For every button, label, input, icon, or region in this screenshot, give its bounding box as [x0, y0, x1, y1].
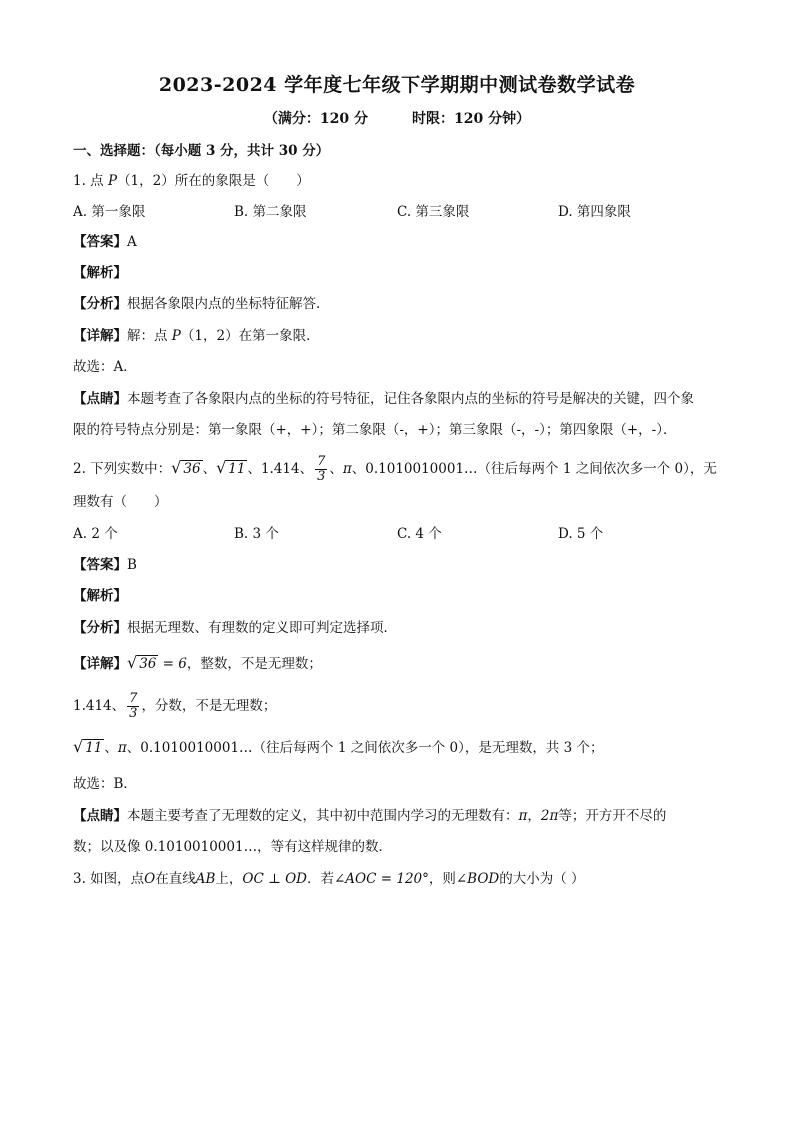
q2-xiangjie-1: 【详解】√ 36 = 6，整数，不是无理数；: [73, 653, 322, 672]
fraction-7-3: $\frac{7}{3}$: [317, 454, 326, 484]
q2-xiangjie-3: √ 11 、π、0.1010010001…（往后每两个 1 之间依次多一个 0），是无理数，共 3 个；: [73, 737, 604, 756]
sqrt-36: √ 36: [171, 458, 201, 477]
sqrt-11: √ 11: [216, 458, 246, 477]
q2-guxuan: 故选：B．: [73, 776, 137, 792]
full-score: （满分：120 分: [263, 111, 368, 127]
q2-dianjing-1: 【点睛】本题主要考查了无理数的定义，其中初中范围内学习的无理数有：π，2π等；开方开不尽的: [73, 808, 667, 824]
q1-dianjing-1: 【点睛】本题考查了各象限内点的坐标的符号特征，记住各象限内点的坐标的符号是解决的关键，四个象: [73, 391, 694, 407]
q1-option-b: B. 第二象限: [234, 204, 307, 220]
exam-title: 2023-2024 学年度七年级下学期期中测试卷数学试卷: [158, 74, 636, 96]
sqrt-11-b: √ 11: [73, 737, 103, 756]
q2-dianjing-2: 数；以及像 0.1010010001…，等有这样规律的数．: [73, 839, 393, 855]
time-limit: 时限：120 分钟）: [412, 111, 531, 127]
q1-xiangjie: 【详解】解：点 P（1，2）在第一象限．: [73, 328, 320, 344]
section-heading: 一、选择题：（每小题 3 分，共计 30 分）: [73, 143, 330, 159]
q2-stem-2: 理数有（ ）: [73, 494, 168, 510]
q2-option-a: A. 2 个: [73, 526, 118, 542]
q1-option-d: D. 第四象限: [558, 204, 631, 220]
q2-option-c: C. 4 个: [397, 526, 442, 542]
q1-stem: 1. 点 P（1，2）所在的象限是（ ）: [73, 173, 310, 189]
q1-answer: 【答案】A: [73, 234, 137, 250]
q2-option-b: B. 3 个: [234, 526, 279, 542]
q2-stem: 2. 下列实数中：√ 36 、√ 11 、1.414、 $\frac{7}{3}$ 、π、0.1010010001…（往后每两个 1 之间依次多一个 0），无: [73, 454, 717, 484]
sqrt-36-b: √ 36: [127, 653, 157, 672]
q2-analysis-tag: 【解析】: [73, 588, 127, 604]
q3-stem: 3. 如图，点O在直线AB上，OC ⊥ OD．若∠AOC = 120°，则∠BOD的大小为（ ）: [73, 871, 585, 887]
q1-analysis-tag: 【解析】: [73, 265, 127, 281]
q1-option-a: A. 第一象限: [73, 204, 146, 220]
q1-dianjing-2: 限的符号特点分别是：第一象限（+，+）；第二象限（-，+）；第三象限（-，-）；第四象限（+，-）．: [73, 422, 677, 438]
q1-guxuan: 故选：A．: [73, 359, 137, 375]
q2-answer: 【答案】B: [73, 557, 137, 573]
q1-option-c: C. 第三象限: [397, 204, 470, 220]
q2-option-d: D. 5 个: [558, 526, 604, 542]
q1-fenxi: 【分析】根据各象限内点的坐标特征解答．: [73, 296, 330, 312]
exam-subtitle: [0, 108, 794, 128]
q2-xiangjie-2: 1.414、 $\frac{7}{3}$ ，分数，不是无理数；: [73, 691, 277, 721]
fraction-7-3-b: $\frac{7}{3}$: [129, 691, 138, 721]
q2-fenxi: 【分析】根据无理数、有理数的定义即可判定选择项．: [73, 620, 397, 636]
